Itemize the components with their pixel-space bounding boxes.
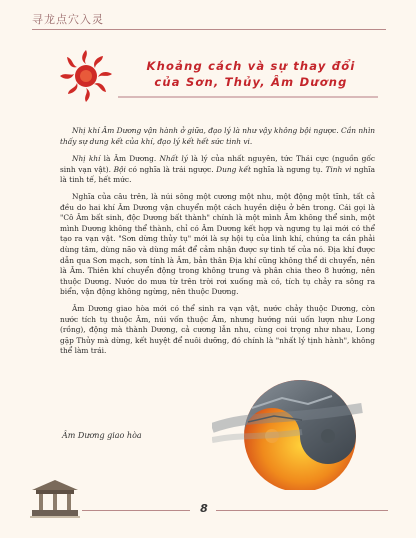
text-span: nghĩa là ngưng tụ.	[250, 164, 326, 174]
footer-rule-right	[216, 510, 388, 511]
text-span: nghĩa là tinh tế, hết mức.	[60, 164, 375, 185]
chapter-title	[126, 58, 376, 90]
body-text	[60, 126, 375, 363]
header-rule	[32, 29, 386, 30]
text-span: là Âm Dương.	[100, 154, 160, 164]
sun-emblem-icon	[56, 46, 116, 106]
term-boi: Bội	[113, 164, 126, 174]
text-span: có nghĩa là trái ngược.	[125, 164, 217, 174]
text-span: là lý của nhất nguyên, tức Thái cực (nguồn gốc sinh vạn vật).	[60, 154, 375, 174]
footer-rule-left	[82, 510, 190, 511]
running-header: 寻龙点穴入灵	[32, 13, 104, 26]
explanation-paragraph: Nghĩa của câu trên, là núi sông một cương một nhu, một động một tĩnh, tất cả đều do hai khí Âm Dương vận chuyển một cách huyền diệu ở bên trong. Cái gọi là "Cô Âm bất sinh, độc Dương bất thành" chính là một mình Âm không thể sinh, một mình Dương không thể thành, chỉ có Âm Dương kết hợp và ngưng tụ lại mới có thể tạo ra vạn vật. "Sơn dừng thủy tụ" mới là sự hội tụ của linh khí, chúng ta cần phải dùng tâm, dùng não và dùng mắt để cảm nhận được sự tinh tế của nó. Địa khí được dẫn qua Sơn mạch, sơn tính là Âm, bản thân Địa khí cũng không thể di chuyển, nên là Âm. Thiên khí chuyển động trong không trung và phân chia theo 8 hướng, nên thuộc Dương. Nước do mưa từ trên trời rơi xuống mà có, tích tụ chảy ra sông ra biển, vận động không ngừng, nên thuộc Dương.	[60, 191, 375, 297]
term-nhat-ly: Nhất lý	[159, 154, 188, 164]
definition-paragraph	[60, 154, 375, 186]
chapter-title-line-1: Khoảng cách và sự thay đổi	[146, 59, 356, 73]
yin-yang-illustration	[212, 378, 378, 490]
intro-paragraph: Nhị khí Âm Dương vận hành ở giữa, đạo lý là như vậy không bội ngược. Cần nhìn thấy sự dung kết của khí, đạo lý kết hết sức tinh vi.	[60, 126, 375, 146]
page-number: 8	[200, 502, 208, 515]
term-dung-ket: Dung kết	[216, 164, 251, 174]
figure-caption: Âm Dương giao hòa	[62, 431, 142, 440]
chapter-title-line-2: của Sơn, Thủy, Âm Dương	[154, 75, 348, 89]
title-underline	[118, 96, 378, 98]
pavilion-icon	[30, 478, 80, 518]
term-nhi-khi: Nhị khí	[72, 154, 101, 164]
harmony-paragraph: Âm Dương giao hòa mới có thể sinh ra vạn vật, nước chảy thuộc Dương, còn nước tích tụ thuộc Âm, núi vốn thuộc Âm, nhưng hướng núi uốn lượn như Long (rồng), động mà thành Dương, cả cương lẫn nhu, cùng coi trọng như nhau, Long gặp Thủy mà dừng, kết huyệt để nuôi dưỡng, đó chính là "nhất lý tịnh hành", không thể làm trái.	[60, 303, 375, 356]
term-tinh-vi: Tinh vi	[325, 164, 352, 174]
